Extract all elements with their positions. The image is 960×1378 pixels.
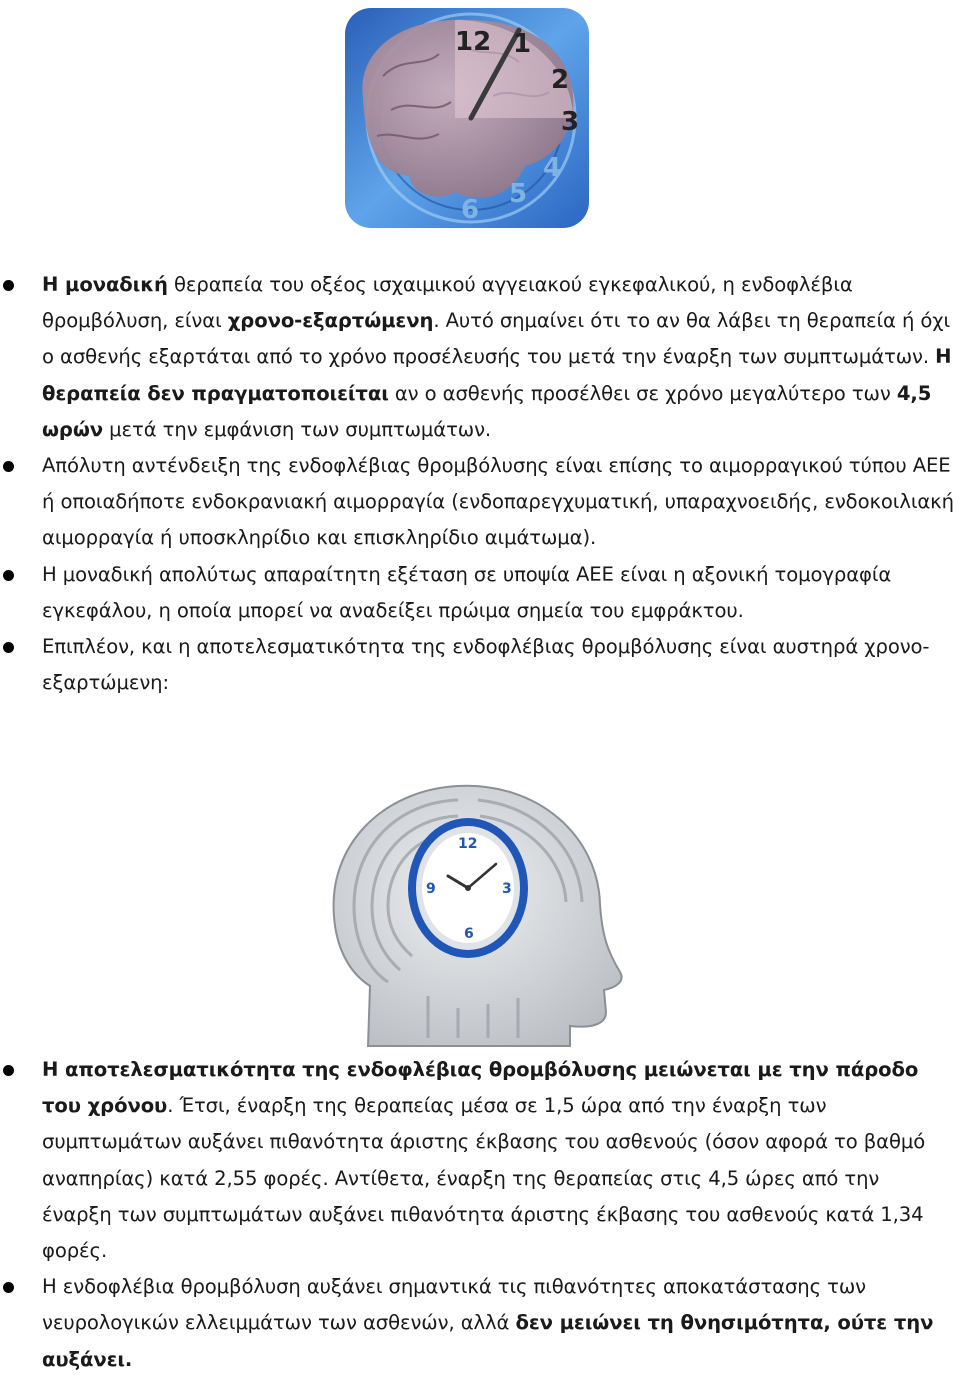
list-item bbox=[0, 267, 960, 448]
list-item bbox=[0, 1269, 960, 1378]
numeral-3: 3 bbox=[502, 881, 512, 897]
numeral-6: 6 bbox=[464, 926, 474, 942]
bold-text-run: χρονο-εξαρτώμενη bbox=[227, 309, 434, 333]
text-run: Η μοναδική απολύτως απαραίτητη εξέταση σε υποψία ΑΕΕ είναι η αξονική τομογραφία εγκεφάλου, η οποία μπορεί να αναδείξει πρώιμα σημεία του εμφράκτου. bbox=[42, 562, 892, 622]
text-run: αν ο ασθενής προσέλθει σε χρόνο μεγαλύτερο των bbox=[388, 381, 897, 405]
bold-text-run: Η θεραπεία δεν πραγματοποιείται bbox=[42, 345, 952, 405]
bullet-dot bbox=[3, 461, 14, 472]
bullet-dot bbox=[3, 642, 14, 653]
list-item bbox=[0, 1052, 960, 1269]
maze-head-clock-illustration bbox=[308, 776, 638, 1048]
bullet-dot bbox=[3, 1282, 14, 1293]
bullet-list-top bbox=[0, 267, 960, 701]
numeral-6: 6 bbox=[461, 195, 480, 225]
bold-text-run: Η αποτελεσματικότητα της ενδοφλέβιας θρομβόλυσης μειώνεται με την πάροδο του χρόνου bbox=[42, 1058, 919, 1118]
text-run: . Αυτό σημαίνει ότι το αν θα λάβει τη θεραπεία ή όχι ο ασθενής εξαρτάται από το χρόνο προσέλευσής του μετά την έναρξη των συμπτωμάτων. bbox=[42, 309, 951, 369]
text-run: Η ενδοφλέβια θρομβόλυση αυξάνει σημαντικά τις πιθανότητες αποκατάστασης των νευρολογικών ελλειμμάτων των ασθενών, αλλά bbox=[42, 1275, 866, 1335]
text-run: Επιπλέον, και η αποτελεσματικότητα της ενδοφλέβιας θρομβόλυσης είναι αυστηρά χρονο-εξαρτώμενη: bbox=[42, 635, 930, 695]
text-run: . Έτσι, έναρξη της θεραπείας μέσα σε 1,5 ώρα από την έναρξη των συμπτωμάτων αυξάνει πιθανότητα άριστης έκβασης του ασθενούς (όσον αφορά το βαθμό αναπηρίας) κατά 2,55 φορές. Αντίθετα, έναρξη της θεραπείας στις 4,5 ώρες από την έναρξη των συμπτωμάτων αυξάνει πιθανότητα άριστης έκβασης του ασθενούς κατά 1,34 φορές. bbox=[42, 1094, 926, 1263]
text-run: Απόλυτη αντένδειξη της ενδοφλέβιας θρομβόλυσης είναι επίσης το αιμορραγικού τύπου ΑΕΕ ή οποιαδήποτε ενδοκρανιακή αιμορραγία (ενδοπαρεγχυματική, υπαραχνοειδής, ενδοκοιλιακή αιμορραγία ή υποσκληρίδιο και επισκληρίδιο αιμάτωμα). bbox=[42, 454, 954, 550]
list-item bbox=[0, 629, 960, 701]
list-item bbox=[0, 448, 960, 557]
numeral-4: 4 bbox=[543, 153, 562, 183]
text-run: θεραπεία του οξέος ισχαιμικού αγγειακού εγκεφαλικού, η ενδοφλέβια θρομβόλυση, είναι bbox=[42, 273, 853, 333]
numeral-1: 1 bbox=[513, 29, 532, 59]
numeral-9: 9 bbox=[426, 881, 436, 897]
numeral-12: 12 bbox=[455, 27, 492, 57]
bullet-dot bbox=[3, 1065, 14, 1076]
bold-text-run: δεν μειώνει τη θνησιμότητα, ούτε την αυξάνει. bbox=[42, 1311, 934, 1371]
numeral-5: 5 bbox=[509, 179, 528, 209]
brain-clock-illustration bbox=[343, 6, 591, 230]
numeral-2: 2 bbox=[551, 65, 570, 95]
bullet-list-bottom bbox=[0, 1052, 960, 1378]
numeral-3: 3 bbox=[561, 107, 580, 137]
bullet-dot bbox=[3, 280, 14, 291]
numeral-12: 12 bbox=[458, 836, 478, 852]
bold-text-run: 4,5 ωρών bbox=[42, 381, 932, 441]
list-item bbox=[0, 557, 960, 629]
bullet-dot bbox=[3, 570, 14, 581]
bold-text-run: Η μοναδική bbox=[42, 273, 168, 296]
text-run: μετά την εμφάνιση των συμπτωμάτων. bbox=[103, 417, 492, 441]
